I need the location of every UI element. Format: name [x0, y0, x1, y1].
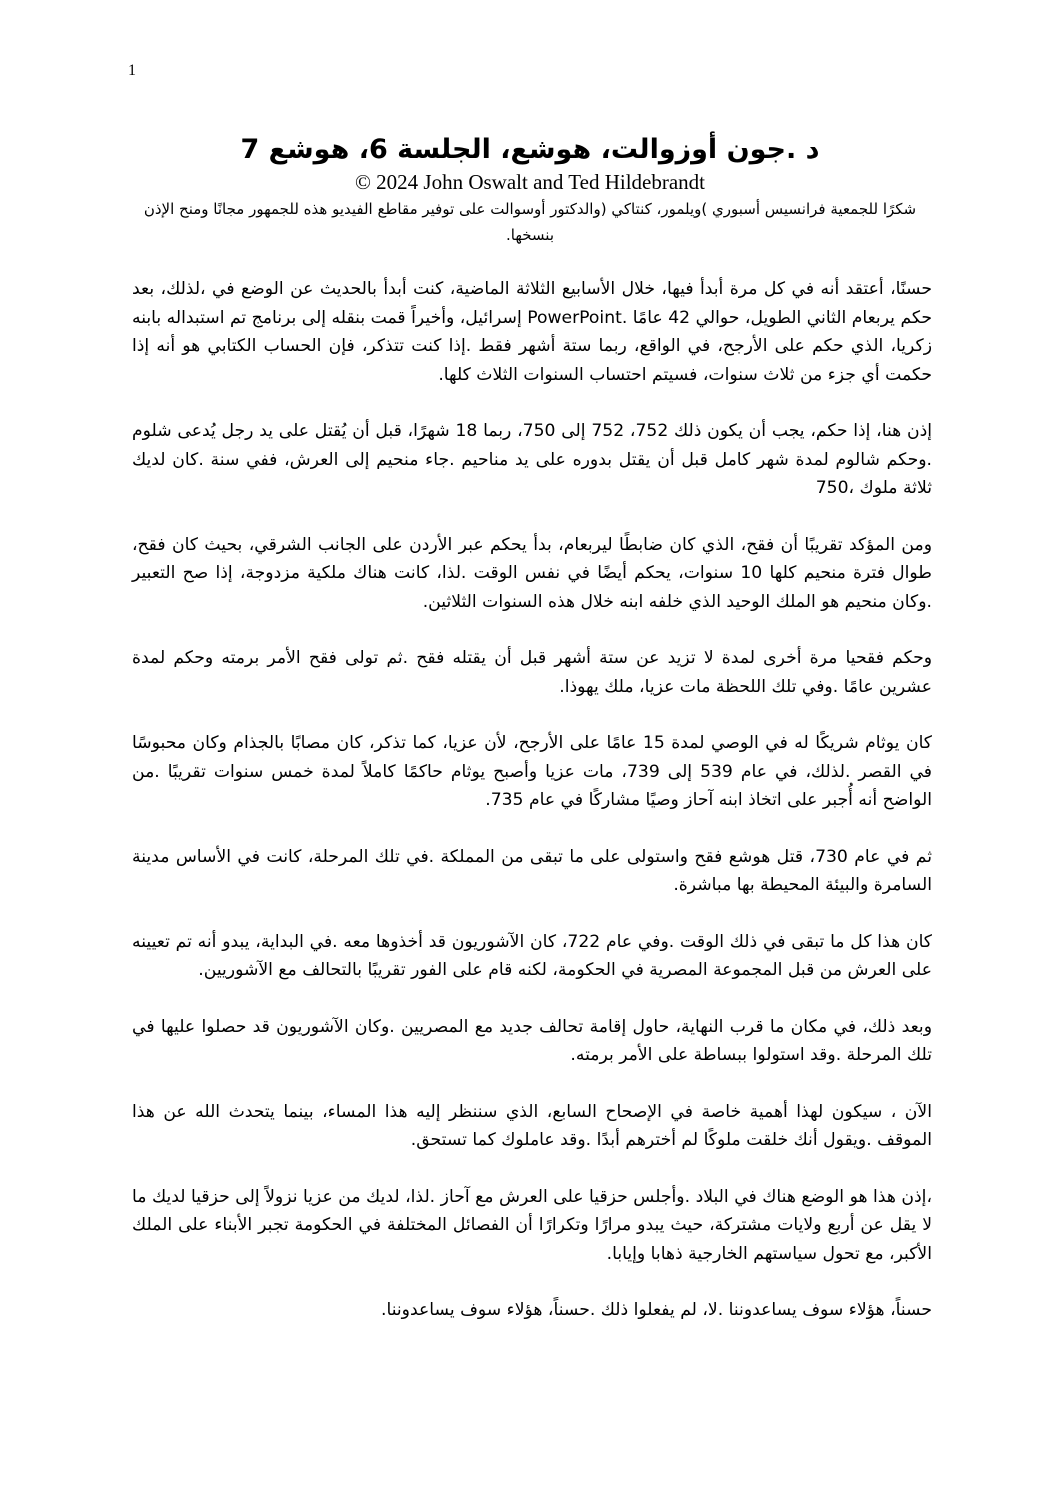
paragraph: الآن ، سيكون لهذا أهمية خاصة في الإصحاح السابع، الذي سننظر إليه هذا المساء، بينما يتحدث الله عن هذا الموقف .ويقول أنك خلقت ملوكًا لم أخترهم أبدًا .وقد عاملوك كما تستحق. — [132, 1101, 932, 1150]
paragraph: ،إذن هذا هو الوضع هناك في البلاد .وأجلس حزقيا على العرش مع آحاز .لذا، لديك من عزيا نزولاً إلى حزقيا لديك ما لا يقل عن أربع ولايات مشتركة، حيث يبدو مرارًا وتكرارًا أن الفصائل المختلفة في الحكومة تجبر الأبناء على الملك الأكبر، مع تحول سياستهم الخارجية ذهابا وإيابا. — [132, 1186, 932, 1264]
document-body — [132, 275, 932, 1353]
paragraph: حسناً، هؤلاء سوف يساعدوننا .لا، لم يفعلوا ذلك .حسناً، هؤلاء سوف يساعدوننا. — [381, 1300, 932, 1320]
paragraph: إذن هنا، إذا حكم، يجب أن يكون ذلك 752، 752 إلى 750، ربما 18 شهرًا، قبل أن يُقتل على يد رجل يُدعى شلوم .وحكم شالوم لمدة شهر كامل قبل أن يقتل بدوره على يد مناحيم .جاء منحيم إلى العرش، ففي سنة .كان لديك ثلاثة ملوك ،750 — [132, 421, 933, 498]
paragraph: كان يوثام شريكًا له في الوصي لمدة 15 عامًا على الأرجح، لأن عزيا، كما تذكر، كان مصابًا بالجذام وكان محبوسًا في القصر .لذلك، في عام 539 إلى 739، مات عزيا وأصبح يوثام حاكمًا كاملاً لمدة خمس سنوات تقريبًا .من الواضح أنه أُجبر على اتخاذ ابنه آحاز وصيًا مشاركًا في عام 735. — [132, 733, 933, 810]
paragraph: كان هذا كل ما تبقى في ذلك الوقت .وفي عام 722، كان الآشوريون قد أخذوها معه .في البداية، يبدو أنه تم تعيينه على العرش من قبل المجموعة المصرية في الحكومة، لكنه قام على الفور تقريبًا بالتحالف مع الآشوريين. — [132, 931, 932, 980]
paragraph: ثم في عام 730، قتل هوشع فقح واستولى على ما تبقى من المملكة .في تلك المرحلة، كانت في الأساس مدينة السامرة والبيئة المحيطة بها مباشرة. — [132, 846, 932, 895]
paragraph: حسنًا، أعتقد أنه في كل مرة أبدأ فيها، خلال الأسابيع الثلاثة الماضية، كنت أبدأ بالحديث عن الوضع في ،لذلك، بعد حكم يربعام الثاني الطويل، حوالي 42 عامًا .PowerPoint إسرائيل، وأخيراً قمت بنقله إلى برنامج تم استبداله بابنه زكريا، الذي حكم على الأرجح، في الواقع، ربما ستة أشهر فقط .إذا كنت تتذكر، فإن الحساب الكتابي هو أنه إذا حكمت أي جزء من ثلاث سنوات، فسيتم احتساب السنوات الثلاث كلها. — [132, 279, 932, 385]
acknowledgement-text: شكرًا للجمعية فرانسيس أسبوري )ويلمور، كنتاكي (والدكتور أوسوالت على توفير مقاطع الفيديو هذه للجمهور مجانًا ومنح الإذن بنسخها. — [143, 200, 917, 244]
paragraph: وبعد ذلك، في مكان ما قرب النهاية، حاول إقامة تحالف جديد مع المصريين .وكان الآشوريون قد حصلوا عليها في تلك المرحلة .وقد استولوا ببساطة على الأمر برمته. — [132, 1016, 932, 1065]
page-number: 1 — [128, 62, 136, 79]
document-title: د .جون أوزوالت، هوشع، الجلسة 6، هوشع 7 — [240, 134, 820, 165]
paragraph: وحكم فقحيا مرة أخرى لمدة لا تزيد عن ستة أشهر قبل أن يقتله فقح .ثم تولى فقح الأمر برمته وحكم لمدة عشرين عامًا .وفي تلك اللحظة مات عزيا، ملك يهوذا. — [132, 648, 932, 697]
copyright-line: © 2024 John Oswalt and Ted Hildebrandt — [354, 170, 706, 194]
document-header — [130, 130, 930, 248]
paragraph: ومن المؤكد تقريبًا أن فقح، الذي كان ضابطًا ليربعام، بدأ يحكم عبر الأردن على الجانب الشرقي، بحيث كان فقح، طوال فترة منحيم كلها 10 سنوات، يحكم أيضًا في نفس الوقت .لذا، كانت هناك ملكية مزدوجة، إذا صح التعبير .وكان منحيم هو الملك الوحيد الذي خلفه ابنه خلال هذه السنوات الثلاثين. — [132, 534, 932, 612]
